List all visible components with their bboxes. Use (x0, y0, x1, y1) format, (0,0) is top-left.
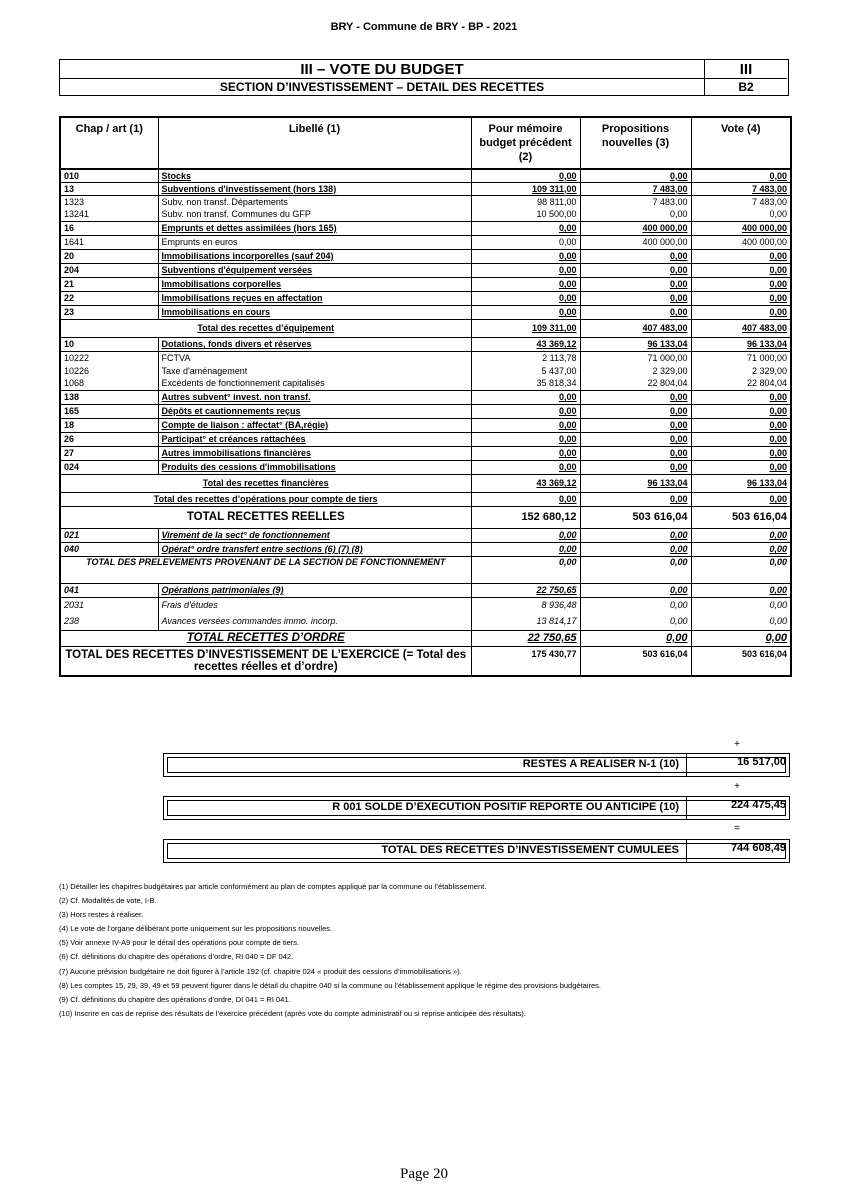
restes-label: RESTES A REALISER N-1 (10) (522, 758, 679, 770)
table-row (60, 446, 791, 460)
cell-libelle: TOTAL DES RECETTES D’INVESTISSEMENT DE L’EXERCICE (= Total des recettes réelles et d’ordre) (60, 646, 471, 676)
restes-box (163, 753, 790, 777)
cell-vote: 0,00 (691, 492, 791, 506)
cell-propositions: 0,00 (580, 305, 691, 319)
cell-code: 10222 (60, 351, 158, 364)
table-row (60, 235, 791, 249)
cell-vote: 0,00 (691, 305, 791, 319)
table-row (60, 249, 791, 263)
table-row (60, 556, 791, 583)
cell-vote: 7 483,00 (691, 182, 791, 195)
cell-vote: 0,00 (691, 277, 791, 291)
cell-vote: 96 133,04 (691, 474, 791, 492)
table-row (60, 364, 791, 377)
cell-libelle: Autres subvent° invest. non transf. (158, 390, 471, 404)
cell-vote: 0,00 (691, 583, 791, 597)
cell-libelle: Avances versées commandes immo. incorp. (158, 613, 471, 630)
cell-libelle: TOTAL DES PRELEVEMENTS PROVENANT DE LA SECTION DE FONCTIONNEMENT (60, 556, 471, 583)
cell-memo: 0,00 (471, 542, 580, 556)
table-row (60, 319, 791, 337)
cell-code: 138 (60, 390, 158, 404)
cell-propositions: 0,00 (580, 556, 691, 583)
table-row (60, 263, 791, 277)
cell-vote: 503 616,04 (691, 646, 791, 676)
table-row (60, 404, 791, 418)
cell-propositions: 0,00 (580, 249, 691, 263)
cell-memo: 109 311,00 (471, 182, 580, 195)
cell-vote: 7 483,00 (691, 195, 791, 208)
cell-memo: 2 113,78 (471, 351, 580, 364)
cell-libelle: Participat° et créances rattachées (158, 432, 471, 446)
cell-vote: 71 000,00 (691, 351, 791, 364)
cell-vote: 0,00 (691, 390, 791, 404)
table-row (60, 474, 791, 492)
table-body (60, 169, 791, 676)
footnotes (59, 880, 799, 1021)
cell-memo: 175 430,77 (471, 646, 580, 676)
cell-propositions: 0,00 (580, 613, 691, 630)
cell-libelle: Compte de liaison : affectat° (BA,régie) (158, 418, 471, 432)
footnote: (7) Aucune prévision budgétaire ne doit figurer à l’article 192 (cf. chapitre 024 « produit des cessions d’immobilisations »). (59, 966, 462, 976)
cell-libelle: Total des recettes d’opérations pour compte de tiers (60, 492, 471, 506)
table-row (60, 390, 791, 404)
page-number: Page 20 (400, 1166, 448, 1182)
cell-propositions: 0,00 (580, 263, 691, 277)
table-row (60, 418, 791, 432)
cell-vote: 0,00 (691, 446, 791, 460)
table-row (60, 506, 791, 528)
total-cumul-value: 744 608,49 (686, 840, 789, 862)
cell-propositions: 0,00 (580, 446, 691, 460)
col-header-propositions: Propositions nouvelles (3) (580, 117, 691, 169)
cell-code: 2031 (60, 597, 158, 613)
cell-memo: 13 814,17 (471, 613, 580, 630)
cell-vote: 400 000,00 (691, 235, 791, 249)
footnote: (3) Hors restes à réaliser. (59, 910, 144, 920)
table-row (60, 542, 791, 556)
cell-code: 18 (60, 418, 158, 432)
col-header-chap: Chap / art (1) (60, 117, 158, 169)
cell-libelle: Dotations, fonds divers et réserves (158, 337, 471, 351)
cell-propositions: 0,00 (580, 528, 691, 542)
cell-vote: 0,00 (691, 169, 791, 182)
plus-sign: + (734, 781, 740, 792)
table-row (60, 195, 791, 208)
cell-propositions: 0,00 (580, 492, 691, 506)
cell-propositions: 2 329,00 (580, 364, 691, 377)
cell-propositions: 407 483,00 (580, 319, 691, 337)
cell-code: 10226 (60, 364, 158, 377)
footnote: (8) Les comptes 15, 29, 39, 49 et 59 peuvent figurer dans le détail du chapitre 040 si la commune ou l’établissement applique le régime des provisions budgétaires. (59, 980, 601, 990)
footnote: (10) Inscrire en cas de reprise des résultats de l’exercice précédent (après vote du compte administratif ou si reprise anticipée des résultats). (59, 1008, 526, 1018)
cell-libelle: Total des recettes financières (60, 474, 471, 492)
r001-box (163, 796, 790, 820)
table-row (60, 208, 791, 221)
cell-code: 10 (60, 337, 158, 351)
cell-libelle: Opérat° ordre transfert entre sections (6) (7) (8) (158, 542, 471, 556)
table-row (60, 277, 791, 291)
cell-propositions: 96 133,04 (580, 474, 691, 492)
cell-propositions: 0,00 (580, 208, 691, 221)
cell-libelle: Emprunts en euros (158, 235, 471, 249)
cell-vote: 0,00 (691, 249, 791, 263)
cell-vote: 0,00 (691, 263, 791, 277)
cell-libelle: Autres immobilisations financières (158, 446, 471, 460)
table-row (60, 630, 791, 646)
cell-vote: 22 804,04 (691, 377, 791, 390)
cell-vote: 0,00 (691, 556, 791, 583)
cell-vote: 0,00 (691, 208, 791, 221)
cell-memo: 0,00 (471, 432, 580, 446)
table-row (60, 646, 791, 676)
table-row (60, 291, 791, 305)
cell-libelle: Emprunts et dettes assimilées (hors 165) (158, 221, 471, 235)
equals-sign: = (734, 823, 740, 834)
cell-libelle: Dépôts et cautionnements reçus (158, 404, 471, 418)
r001-label: R 001 SOLDE D’EXECUTION POSITIF REPORTE OU ANTICIPE (10) (332, 801, 679, 813)
cell-propositions: 7 483,00 (580, 195, 691, 208)
col-header-memo: Pour mémoire budget précédent (2) (471, 117, 580, 169)
cell-memo: 0,00 (471, 492, 580, 506)
section-code: B2 (738, 80, 754, 94)
cell-vote: 0,00 (691, 528, 791, 542)
cell-libelle: Immobilisations incorporelles (sauf 204) (158, 249, 471, 263)
cell-memo: 0,00 (471, 460, 580, 474)
cell-memo: 0,00 (471, 235, 580, 249)
footnote: (9) Cf. définitions du chapitre des opérations d’ordre, DI 041 = RI 041. (59, 994, 291, 1004)
table-row (60, 492, 791, 506)
cell-code: 16 (60, 221, 158, 235)
cell-code: 024 (60, 460, 158, 474)
cell-propositions: 0,00 (580, 432, 691, 446)
cell-vote: 0,00 (691, 542, 791, 556)
cell-libelle: Frais d'études (158, 597, 471, 613)
cell-vote: 0,00 (691, 460, 791, 474)
cell-code: 20 (60, 249, 158, 263)
cell-memo: 0,00 (471, 169, 580, 182)
cell-code: 165 (60, 404, 158, 418)
footnote: (1) Détailler les chapitres budgétaires par article conformément au plan de comptes appliqué par la commune ou l’établissement. (59, 882, 487, 891)
cell-vote: 0,00 (691, 597, 791, 613)
cell-propositions: 0,00 (580, 277, 691, 291)
cell-libelle: Subventions d'équipement versées (158, 263, 471, 277)
table-row (60, 583, 791, 597)
cell-memo: 0,00 (471, 249, 580, 263)
document-header: BRY - Commune de BRY - BP - 2021 (330, 21, 518, 33)
cell-memo: 22 750,65 (471, 583, 580, 597)
cell-vote: 0,00 (691, 613, 791, 630)
table-row (60, 613, 791, 630)
cell-code: 1323 (60, 195, 158, 208)
cell-memo: 35 818,34 (471, 377, 580, 390)
cell-propositions: 0,00 (580, 460, 691, 474)
cell-memo: 0,00 (471, 390, 580, 404)
cell-memo: 10 500,00 (471, 208, 580, 221)
table-row (60, 305, 791, 319)
cell-propositions: 0,00 (580, 542, 691, 556)
cell-memo: 0,00 (471, 556, 580, 583)
col-header-vote: Vote (4) (691, 117, 791, 169)
cell-propositions: 0,00 (580, 583, 691, 597)
cell-memo: 22 750,65 (471, 630, 580, 646)
table-row (60, 182, 791, 195)
cell-propositions: 400 000,00 (580, 235, 691, 249)
cell-propositions: 0,00 (580, 630, 691, 646)
cell-libelle: Subv. non transf. Départements (158, 195, 471, 208)
cell-memo: 98 811,00 (471, 195, 580, 208)
table-row (60, 337, 791, 351)
cell-memo: 0,00 (471, 404, 580, 418)
cell-propositions: 71 000,00 (580, 351, 691, 364)
total-cumul-label: TOTAL DES RECETTES D’INVESTISSEMENT CUMULEES (381, 844, 679, 856)
cell-propositions: 0,00 (580, 418, 691, 432)
cell-memo: 0,00 (471, 277, 580, 291)
cell-libelle: Produits des cessions d'immobilisations (158, 460, 471, 474)
cell-memo: 43 369,12 (471, 337, 580, 351)
cell-memo: 0,00 (471, 305, 580, 319)
cell-propositions: 0,00 (580, 404, 691, 418)
cell-propositions: 0,00 (580, 597, 691, 613)
cell-propositions: 0,00 (580, 390, 691, 404)
cell-libelle: TOTAL RECETTES REELLES (60, 506, 471, 528)
cell-libelle: Immobilisations reçues en affectation (158, 291, 471, 305)
cell-memo: 109 311,00 (471, 319, 580, 337)
cell-memo: 0,00 (471, 221, 580, 235)
cell-code: 22 (60, 291, 158, 305)
title-box (59, 59, 789, 96)
footnote: (2) Cf. Modalités de vote, I-B. (59, 896, 157, 906)
table-row (60, 528, 791, 542)
cell-vote: 0,00 (691, 630, 791, 646)
cell-code: 041 (60, 583, 158, 597)
cell-code: 204 (60, 263, 158, 277)
cell-propositions: 0,00 (580, 169, 691, 182)
cell-propositions: 7 483,00 (580, 182, 691, 195)
plus-sign: + (734, 739, 740, 750)
cell-vote: 0,00 (691, 291, 791, 305)
col-header-libelle: Libellé (1) (158, 117, 471, 169)
cell-code: 010 (60, 169, 158, 182)
cell-libelle: FCTVA (158, 351, 471, 364)
cell-memo: 0,00 (471, 418, 580, 432)
table-row (60, 432, 791, 446)
section-number: III (705, 60, 787, 79)
cell-memo: 0,00 (471, 446, 580, 460)
cell-propositions: 0,00 (580, 291, 691, 305)
cell-code: 238 (60, 613, 158, 630)
cell-libelle: Subventions d'investissement (hors 138) (158, 182, 471, 195)
cell-code: 13241 (60, 208, 158, 221)
table-row (60, 221, 791, 235)
cell-code: 021 (60, 528, 158, 542)
footnote: (4) Le vote de l’organe délibérant porte uniquement sur les propositions nouvelles. (59, 924, 333, 934)
table-row (60, 169, 791, 182)
cell-code: 27 (60, 446, 158, 460)
cell-libelle: Excédents de fonctionnement capitalisés (158, 377, 471, 390)
cell-propositions: 503 616,04 (580, 646, 691, 676)
section-title: III – VOTE DU BUDGET (60, 60, 705, 79)
cell-memo: 43 369,12 (471, 474, 580, 492)
table-header-row (60, 117, 791, 169)
cell-libelle: Stocks (158, 169, 471, 182)
cell-memo: 0,00 (471, 528, 580, 542)
cell-libelle: Immobilisations corporelles (158, 277, 471, 291)
cell-vote: 0,00 (691, 418, 791, 432)
cell-vote: 400 000,00 (691, 221, 791, 235)
cell-code: 1068 (60, 377, 158, 390)
table-row (60, 460, 791, 474)
footnote: (5) Voir annexe IV-A9 pour le détail des opérations pour compte de tiers. (59, 938, 300, 948)
cell-vote: 0,00 (691, 404, 791, 418)
cell-code: 23 (60, 305, 158, 319)
cell-propositions: 503 616,04 (580, 506, 691, 528)
cell-libelle: Opérations patrimoniales (9) (158, 583, 471, 597)
cell-vote: 0,00 (691, 432, 791, 446)
cell-memo: 152 680,12 (471, 506, 580, 528)
cell-vote: 407 483,00 (691, 319, 791, 337)
cell-propositions: 400 000,00 (580, 221, 691, 235)
cell-memo: 5 437,00 (471, 364, 580, 377)
receipts-table (59, 116, 792, 677)
footnote: (6) Cf. définitions du chapitre des opérations d’ordre, RI 040 = DF 042. (59, 952, 294, 962)
cell-memo: 0,00 (471, 291, 580, 305)
cell-code: 1641 (60, 235, 158, 249)
cell-libelle: Subv. non transf. Communes du GFP (158, 208, 471, 221)
section-subtitle: SECTION D’INVESTISSEMENT – DETAIL DES RECETTES (60, 79, 705, 95)
cell-libelle: Virement de la sect° de fonctionnement (158, 528, 471, 542)
cell-memo: 0,00 (471, 263, 580, 277)
cell-code: 040 (60, 542, 158, 556)
cell-vote: 503 616,04 (691, 506, 791, 528)
table-row (60, 351, 791, 364)
table-row (60, 597, 791, 613)
cell-code: 13 (60, 182, 158, 195)
cell-libelle: Total des recettes d’équipement (60, 319, 471, 337)
cell-propositions: 96 133,04 (580, 337, 691, 351)
total-cumul-box (163, 839, 790, 863)
table-row (60, 377, 791, 390)
restes-value: 16 517,00 (686, 754, 789, 776)
cell-vote: 96 133,04 (691, 337, 791, 351)
cell-libelle: Immobilisations en cours (158, 305, 471, 319)
cell-libelle: TOTAL RECETTES D’ORDRE (60, 630, 471, 646)
cell-code: 26 (60, 432, 158, 446)
cell-vote: 2 329,00 (691, 364, 791, 377)
cell-code: 21 (60, 277, 158, 291)
cell-libelle: Taxe d'aménagement (158, 364, 471, 377)
r001-value: 224 475,45 (686, 797, 789, 819)
cell-memo: 8 936,48 (471, 597, 580, 613)
cell-propositions: 22 804,04 (580, 377, 691, 390)
